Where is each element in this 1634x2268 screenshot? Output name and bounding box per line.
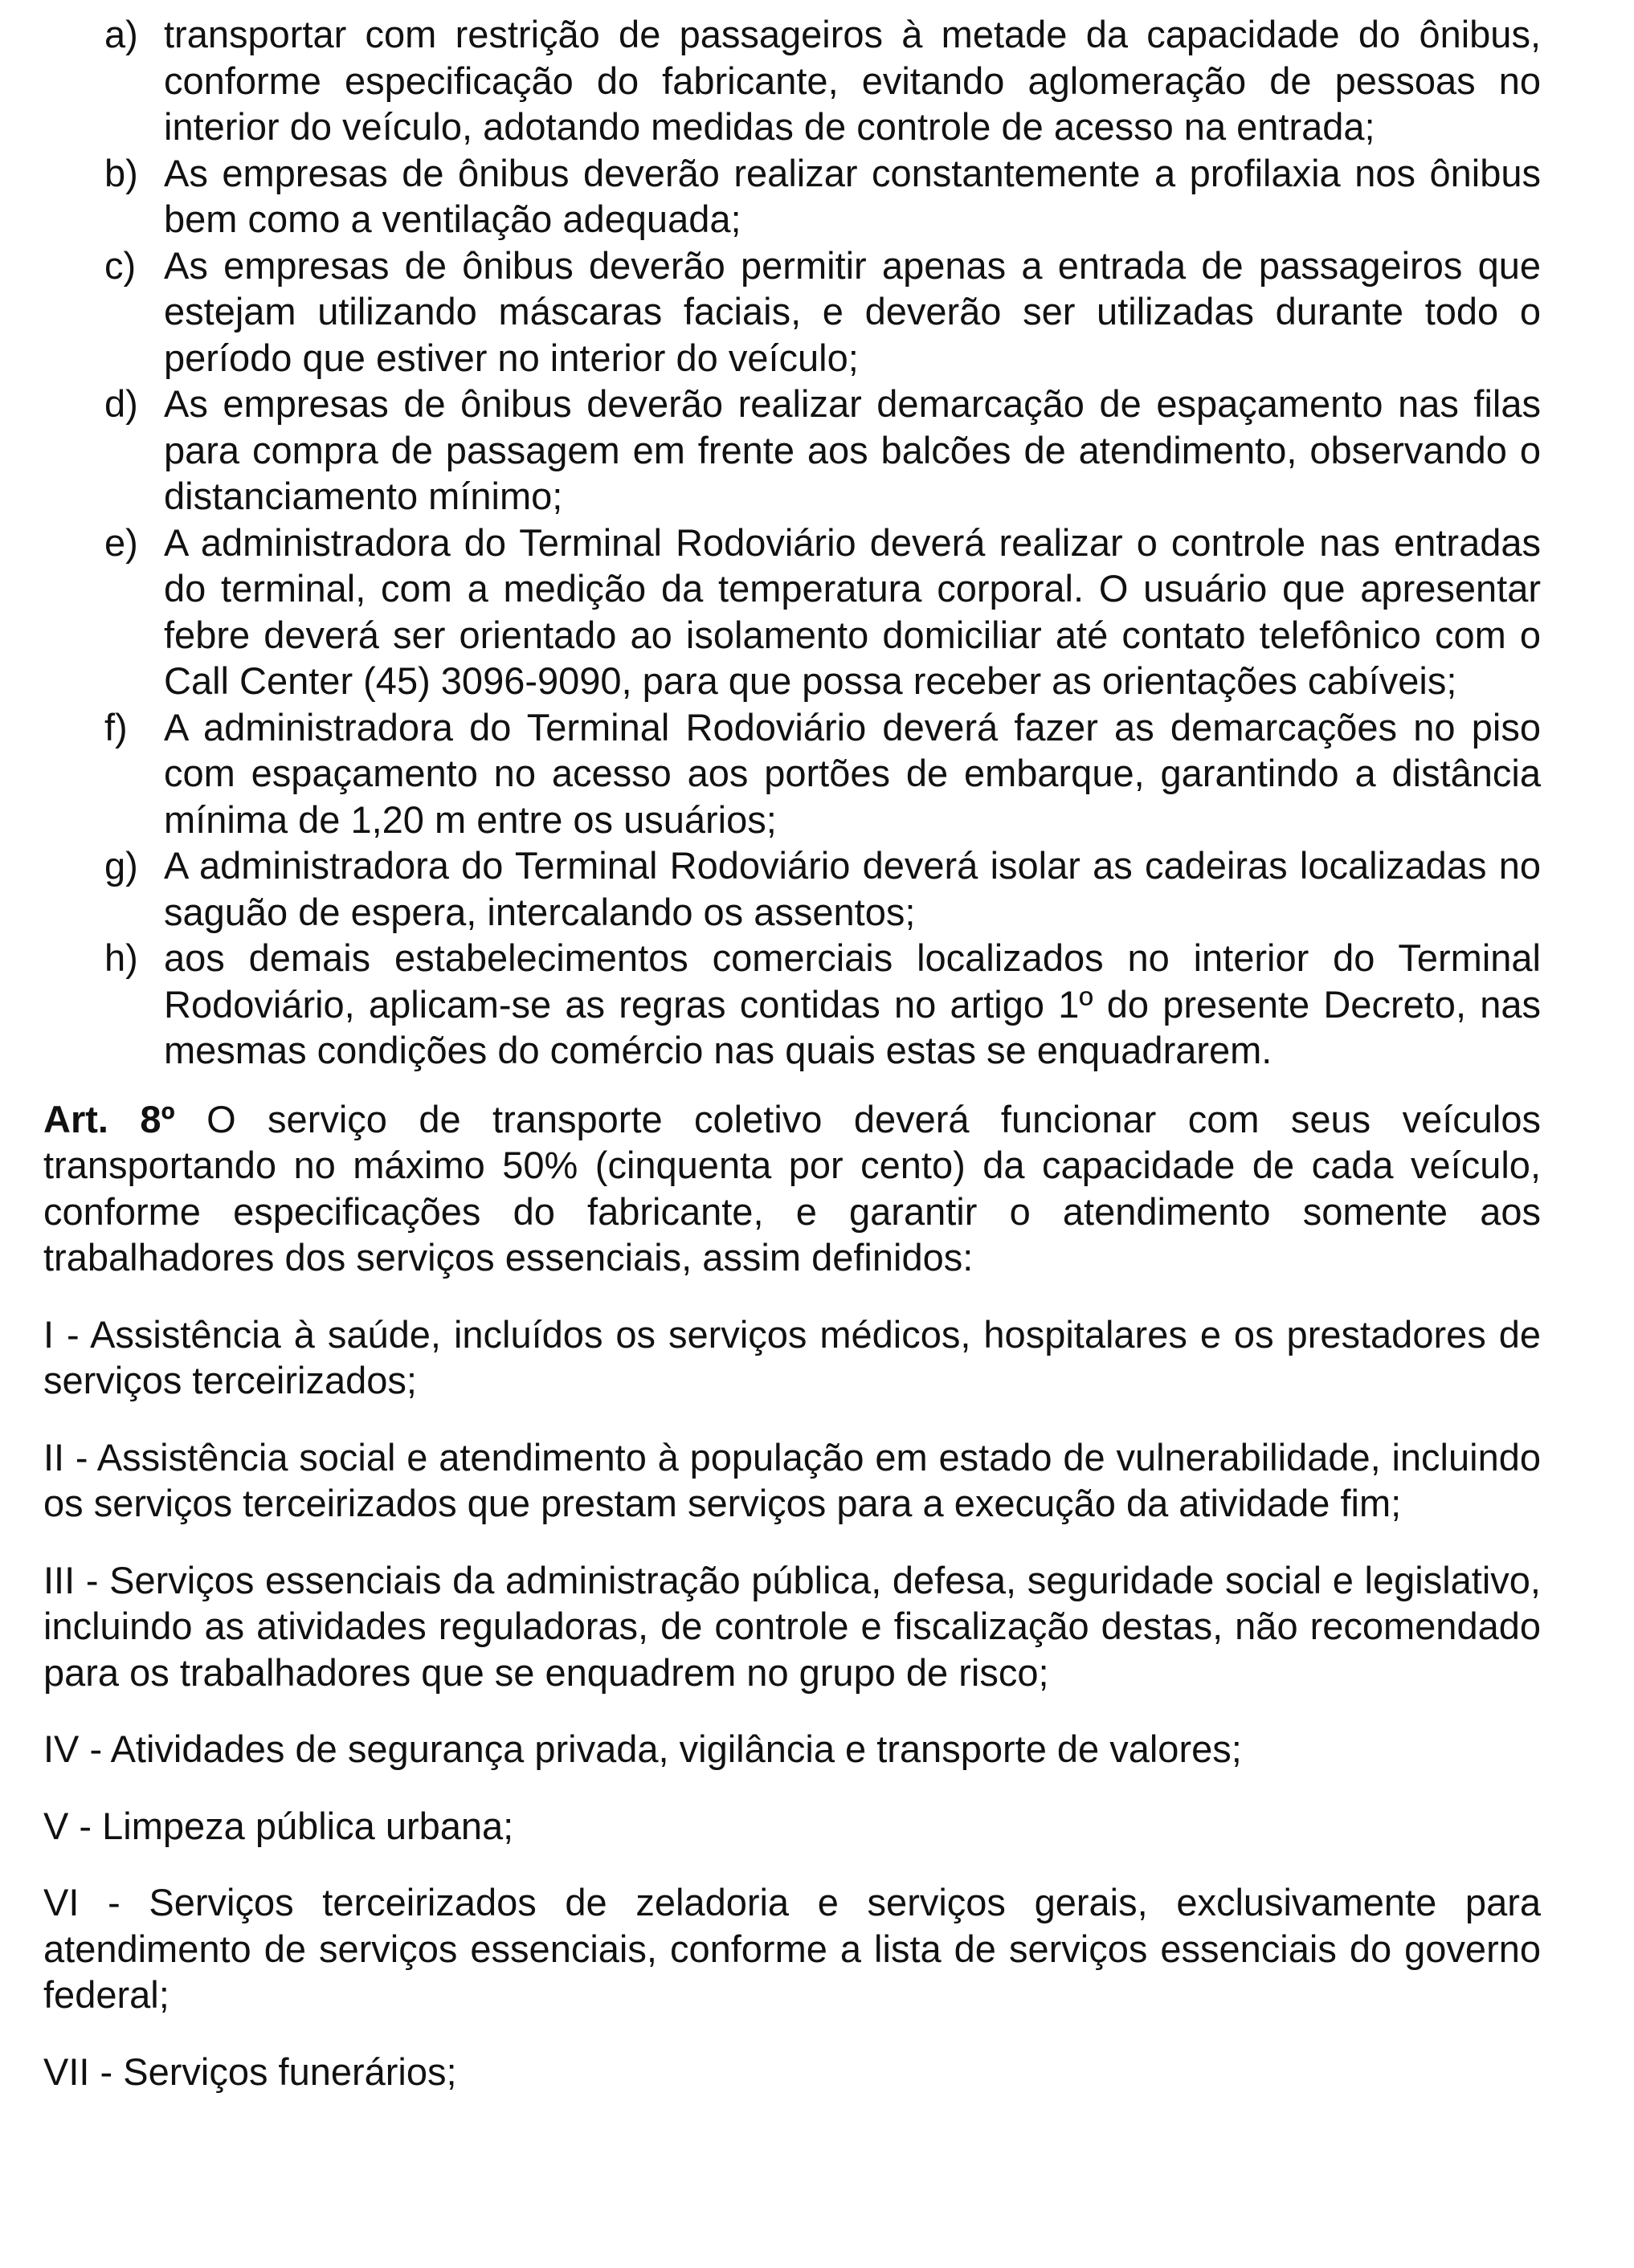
section-paragraph: IV - Atividades de segurança privada, vigilância e transporte de valores; [43,1728,1242,1770]
section-paragraph: III - Serviços essenciais da administração pública, defesa, seguridade social e legislativo, incluindo as atividades reguladoras, de controle e fiscalização destas, não recomendado para os trabalhadores que se enquadrem no grupo de risco; [43,1558,1541,1694]
list-item-text: transportar com restrição de passageiros à metade da capacidade do ônibus, conforme especificação do fabricante, evitando aglomeração de pessoas no interior do veículo, adotando medidas de controle de acesso na entrada; [164,13,1541,148]
list-item [43,704,1541,843]
list-item-text: As empresas de ônibus deverão realizar constantemente a profilaxia nos ônibus bem como a ventilação adequada; [164,151,1541,240]
list-marker: e) [104,520,138,564]
article-label: Art. 8º [43,1097,175,1140]
list-item [43,243,1541,381]
section-paragraph: V - Limpeza pública urbana; [43,1804,514,1847]
list-item [43,520,1541,704]
list-marker: b) [104,151,138,194]
list-item-text: A administradora do Terminal Rodoviário deverá isolar as cadeiras localizadas no saguão de espera, intercalando os assentos; [164,844,1541,933]
list-item [43,150,1541,243]
list-item [43,842,1541,935]
list-item-text: A administradora do Terminal Rodoviário deverá realizar o controle nas entradas do terminal, com a medição da temperatura corporal. O usuário que apresentar febre deverá ser orientado ao isolamento domiciliar até contato telefônico com o Call Center (45) 3096-9090, para que possa receber as orientações cabíveis; [164,520,1541,702]
list-marker: h) [104,936,138,979]
list-marker: g) [104,844,138,887]
article-paragraph [43,1096,1541,1281]
section-paragraph: VII - Serviços funerários; [43,2050,457,2093]
list-item [43,381,1541,520]
list-item-text: As empresas de ônibus deverão realizar demarcação de espaçamento nas filas para compra de passagem em frente aos balcões de atendimento, observando o distanciamento mínimo; [164,382,1541,517]
section-paragraph: VI - Serviços terceirizados de zeladoria e serviços gerais, exclusivamente para atendimento de serviços essenciais, conforme a lista de serviços essenciais do governo federal; [43,1881,1541,2016]
list-marker: a) [104,13,138,55]
section-paragraph: II - Assistência social e atendimento à população em estado de vulnerabilidade, incluindo os serviços terceirizados que prestam serviços para a execução da atividade fim; [43,1435,1541,1524]
list-marker: d) [104,382,138,425]
list-item-text: aos demais estabelecimentos comerciais localizados no interior do Terminal Rodoviário, aplicam-se as regras contidas no artigo 1º do presente Decreto, nas mesmas condições do comércio nas quais estas se enquadrarem. [164,936,1541,1071]
list-item-text: As empresas de ônibus deverão permitir apenas a entrada de passageiros que estejam utilizando máscaras faciais, e deverão ser utilizadas durante todo o período que estiver no interior do veículo; [164,243,1541,379]
lettered-list [43,11,1541,1074]
section-paragraph: I - Assistência à saúde, incluídos os serviços médicos, hospitalares e os prestadores de serviços terceirizados; [43,1312,1541,1401]
list-item [43,935,1541,1074]
article-text: O serviço de transporte coletivo deverá funcionar com seus veículos transportando no máximo 50% (cinquenta por cento) da capacidade de cada veículo, conforme especificações do fabricante, e garantir o atendimento somente aos trabalhadores dos serviços essenciais, assim definidos: [43,1097,1541,1279]
list-marker: f) [104,705,128,749]
list-item [43,11,1541,150]
list-marker: c) [104,243,137,287]
list-item-text: A administradora do Terminal Rodoviário deverá fazer as demarcações no piso com espaçamento no acesso aos portões de embarque, garantindo a distância mínima de 1,20 m entre os usuários; [164,705,1541,841]
